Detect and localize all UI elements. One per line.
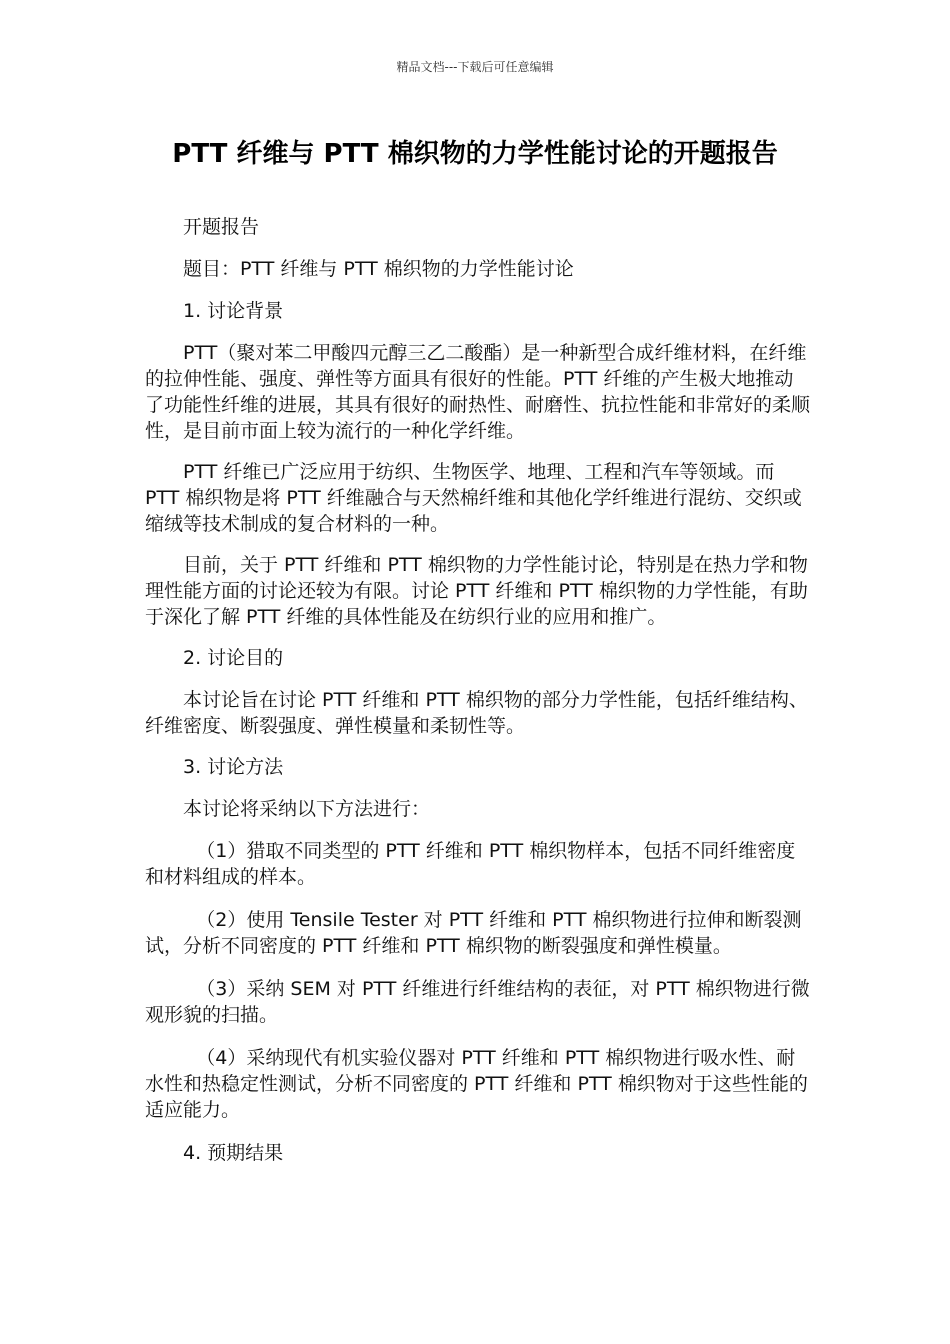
paragraph-background-3: 目前，关于 PTT 纤维和 PTT 棉织物的力学性能讨论，特别是在热力学和物理性能方面的讨论还较为有限。讨论 PTT 纤维和 PTT 棉织物的力学性能，有助于深化了解 PTT 纤维的具体性能及在纺织行业的应用和推广。 [145, 554, 808, 628]
section-heading-expected-results: 4. 预期结果 [183, 1142, 284, 1164]
report-topic: 题目：PTT 纤维与 PTT 棉织物的力学性能讨论 [183, 258, 574, 280]
paragraph-background-2: PTT 纤维已广泛应用于纺织、生物医学、地理、工程和汽车等领域。而 PTT 棉织物是将 PTT 纤维融合与天然棉纤维和其他化学纤维进行混纺、交织或缩绒等技术制成的复合材料的一种。 [145, 461, 802, 535]
header-note: 精品文档---下载后可任意编辑 [396, 60, 554, 74]
method-item-3: （3）采纳 SEM 对 PTT 纤维进行纤维结构的表征，对 PTT 棉织物进行微观形貌的扫描。 [145, 978, 810, 1026]
paragraph-method-intro: 本讨论将采纳以下方法进行： [183, 798, 431, 820]
method-item-4: （4）采纳现代有机实验仪器对 PTT 纤维和 PTT 棉织物进行吸水性、耐水性和热稳定性测试，分析不同密度的 PTT 纤维和 PTT 棉织物对于这些性能的适应能力。 [145, 1047, 808, 1121]
section-heading-purpose: 2. 讨论目的 [183, 647, 284, 669]
section-heading-method: 3. 讨论方法 [183, 756, 284, 778]
document-body [145, 214, 810, 1182]
document-title: PTT 纤维与 PTT 棉织物的力学性能讨论的开题报告 [172, 139, 778, 169]
method-item-1: （1）猎取不同类型的 PTT 纤维和 PTT 棉织物样本，包括不同纤维密度和材料组成的样本。 [145, 840, 796, 888]
report-label: 开题报告 [183, 216, 260, 238]
method-item-2: （2）使用 Tensile Tester 对 PTT 纤维和 PTT 棉织物进行拉伸和断裂测试，分析不同密度的 PTT 纤维和 PTT 棉织物的断裂强度和弹性模量。 [145, 909, 802, 957]
paragraph-purpose: 本讨论旨在讨论 PTT 纤维和 PTT 棉织物的部分力学性能，包括纤维结构、纤维密度、断裂强度、弹性模量和柔韧性等。 [145, 689, 808, 737]
section-heading-background: 1. 讨论背景 [183, 300, 284, 322]
paragraph-background-1: PTT（聚对苯二甲酸四元醇三乙二酸酯）是一种新型合成纤维材料，在纤维的拉伸性能、强度、弹性等方面具有很好的性能。PTT 纤维的产生极大地推动了功能性纤维的进展，其具有很好的耐热性、耐磨性、抗拉性能和非常好的柔顺性，是目前市面上较为流行的一种化学纤维。 [145, 342, 811, 442]
